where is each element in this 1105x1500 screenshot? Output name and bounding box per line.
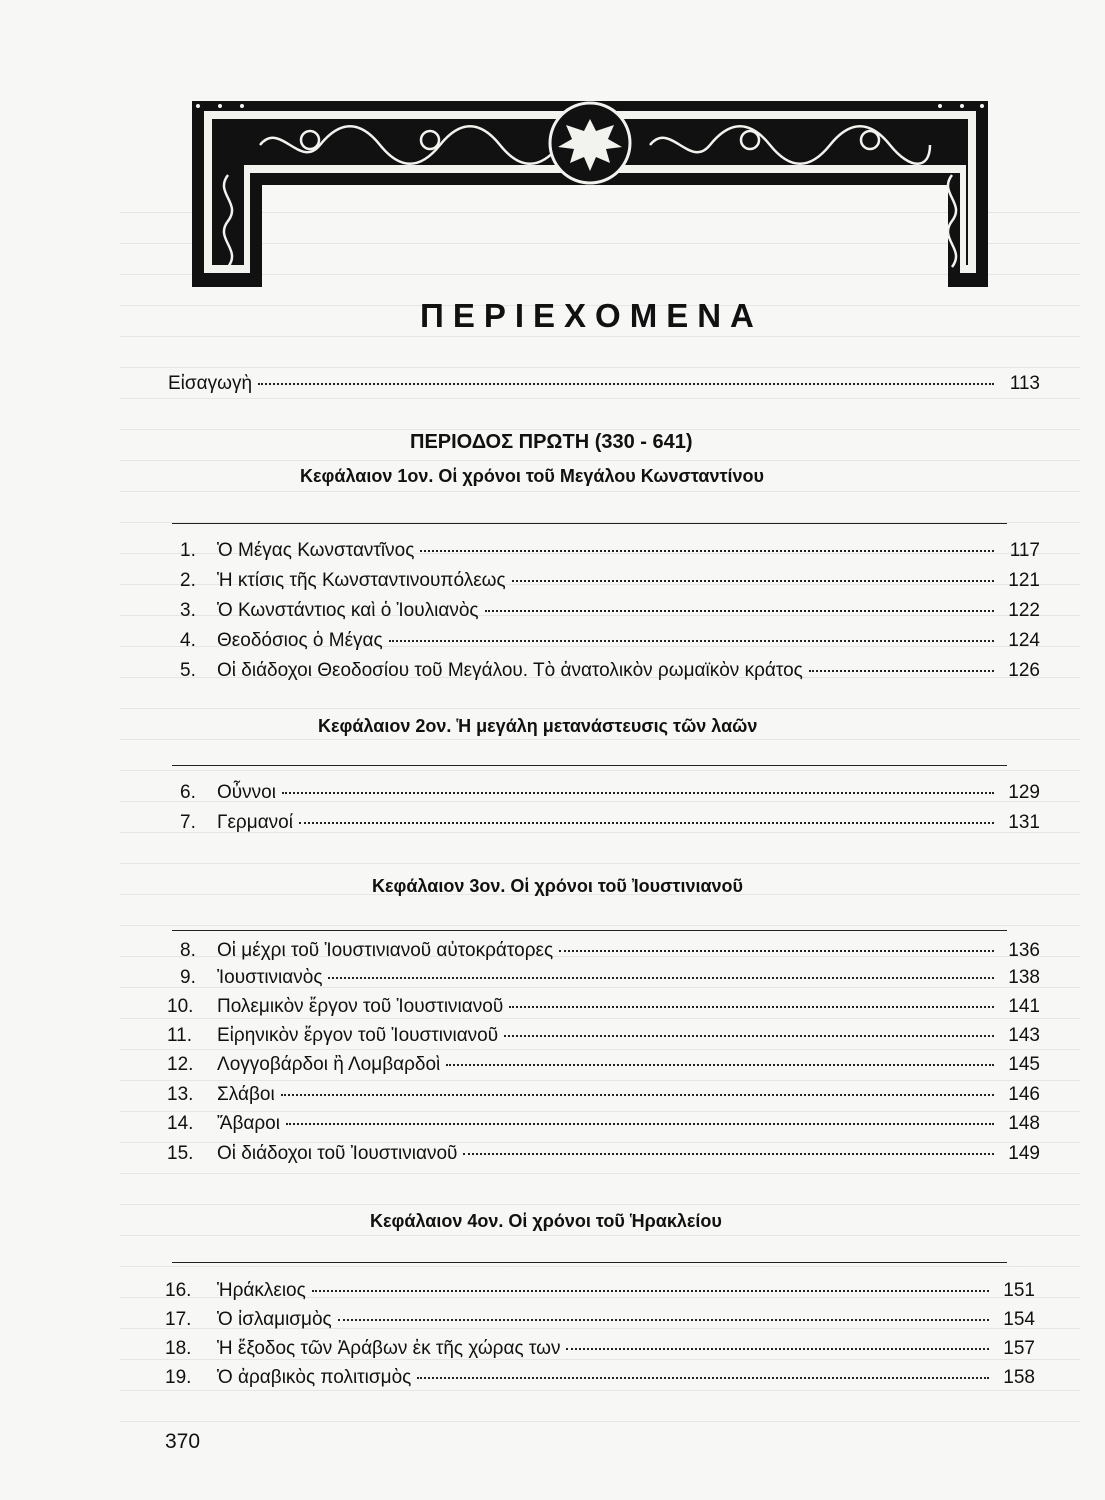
chapter-2-rule	[172, 765, 1007, 766]
leader-dots	[463, 1152, 994, 1155]
toc-entry: 11. Εἰρηνικὸν ἔργον τοῦ Ἰουστινιανοῦ 143	[167, 1025, 1040, 1046]
double-headed-eagle-icon	[550, 103, 630, 183]
leader-dots	[809, 669, 994, 672]
chapter-1-rule	[172, 523, 1007, 524]
leader-dots	[338, 1318, 989, 1321]
leader-dots	[282, 791, 994, 794]
toc-entry: 1. Ὁ Μέγας Κωνσταντῖνος 117	[180, 540, 1040, 561]
leader-dots	[417, 1376, 989, 1379]
toc-entry: 19. Ὁ ἀραβικὸς πολιτισμὸς 158	[165, 1367, 1035, 1388]
chapter-4-heading: Κεφάλαιον 4ον. Οἱ χρόνοι τοῦ Ἡρακλείου	[370, 1211, 722, 1231]
chapter-1-heading: Κεφάλαιον 1ον. Οἱ χρόνοι τοῦ Μεγάλου Κωνσταντίνου	[300, 466, 764, 486]
toc-entry-intro: Εἰσαγωγὴ 113	[168, 373, 1040, 394]
toc-entry: 3. Ὁ Κωνστάντιος καὶ ὁ Ἰουλιανὸς 122	[180, 600, 1040, 621]
chapter-3-heading: Κεφάλαιον 3ον. Οἱ χρόνοι τοῦ Ἰουστινιανοῦ	[372, 876, 744, 896]
leader-dots	[281, 1093, 994, 1096]
toc-entry: 10. Πολεμικὸν ἔργον τοῦ Ἰουστινιανοῦ 141	[167, 996, 1040, 1017]
toc-entry: 12. Λογγοβάρδοι ἢ Λομβαρδοὶ 145	[167, 1054, 1040, 1075]
toc-entry: 5. Οἱ διάδοχοι Θεοδοσίου τοῦ Μεγάλου. Τὸ ἀνατολικὸν ρωμαϊκὸν κράτος 126	[180, 660, 1040, 681]
toc-entry: 13. Σλάβοι 146	[167, 1084, 1040, 1105]
toc-entry: 15. Οἱ διάδοχοι τοῦ Ἰουστινιανοῦ 149	[167, 1143, 1040, 1164]
toc-entry: 16. Ἡράκλειος 151	[165, 1280, 1035, 1301]
leader-dots	[504, 1034, 994, 1037]
toc-entry: 14. Ἄβαροι 148	[167, 1113, 1040, 1134]
leader-dots	[258, 382, 994, 385]
leader-dots	[328, 976, 994, 979]
ornamental-border-with-eagle	[190, 95, 990, 290]
leader-dots	[566, 1347, 989, 1350]
leader-dots	[509, 1005, 994, 1008]
chapter-2-heading: Κεφάλαιον 2ον. Ἡ μεγάλη μετανάστευσις τῶν λαῶν	[318, 716, 758, 736]
leader-dots	[559, 949, 994, 952]
toc-entry: 9. Ἰουστινιανὸς 138	[180, 967, 1040, 988]
leader-dots	[420, 549, 994, 552]
leader-dots	[299, 821, 994, 824]
leader-dots	[389, 639, 994, 642]
toc-entry: 17. Ὁ ἰσλαμισμὸς 154	[165, 1309, 1035, 1330]
toc-entry: 6. Οὖννοι 129	[180, 782, 1040, 803]
chapter-4-rule	[172, 1262, 1007, 1263]
period-heading: ΠΕΡΙΟΔΟΣ ΠΡΩΤΗ (330 - 641)	[410, 431, 693, 453]
leader-dots	[286, 1122, 994, 1125]
leader-dots	[446, 1063, 994, 1066]
leader-dots	[312, 1289, 989, 1292]
leader-dots	[512, 579, 994, 582]
chapter-3-rule	[172, 930, 1007, 931]
toc-entry: 7. Γερμανοί 131	[180, 812, 1040, 833]
toc-entry: 2. Ἡ κτίσις τῆς Κωνσταντινουπόλεως 121	[180, 570, 1040, 591]
leader-dots	[485, 609, 994, 612]
toc-entry: 4. Θεοδόσιος ὁ Μέγας 124	[180, 630, 1040, 651]
toc-entry: 8. Οἱ μέχρι τοῦ Ἰουστινιανοῦ αὐτοκράτορες 136	[180, 940, 1040, 961]
page-number: 370	[165, 1430, 201, 1453]
page-title: ΠΕΡΙΕΧΟΜΕΝΑ	[420, 297, 763, 334]
toc-entry: 18. Ἡ ἔξοδος τῶν Ἀράβων ἐκ τῆς χώρας των 157	[165, 1338, 1035, 1359]
